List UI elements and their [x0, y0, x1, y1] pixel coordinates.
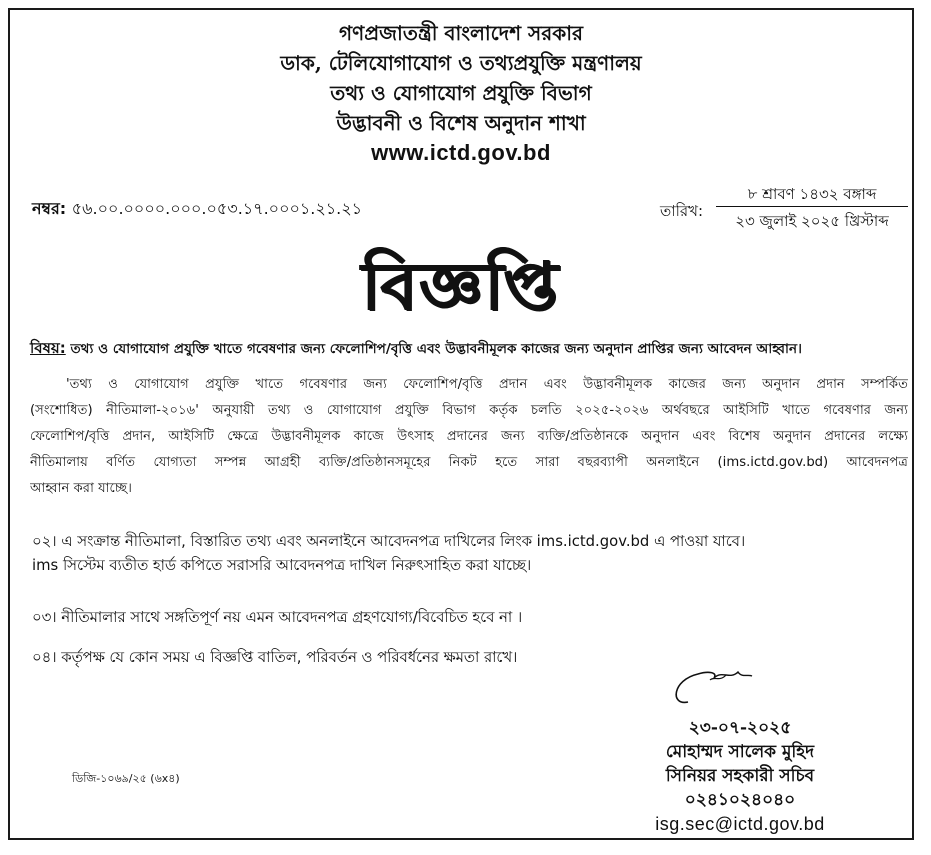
point-three: ০৩। নীতিমালার সাথে সঙ্গতিপূর্ণ নয় এমন আবেদনপত্র গ্রহণযোগ্য/বিবেচিত হবে না ।: [32, 609, 523, 626]
signatory-block: [570, 716, 910, 836]
memo-number: [32, 196, 362, 223]
body-paragraph: [30, 372, 908, 502]
memo-label: নম্বর:: [32, 199, 67, 218]
website-link[interactable]: www.ictd.gov.bd: [371, 140, 551, 165]
signatory-designation: সিনিয়র সহকারী সচিব: [665, 766, 815, 786]
branch-name: উদ্ভাবনী ও বিশেষ অনুদান শাখা: [336, 111, 586, 135]
body-line: 'তথ্য ও যোগাযোগ প্রযুক্তি খাতে গবেষণার জন্য ফেলোশিপ/বৃত্তি প্রদান এবং উদ্ভাবনীমূলক কাজের জন্য অনুদান প্রদান সম্পর্কিত: [66, 377, 908, 392]
government-title: গণপ্রজাতন্ত্রী বাংলাদেশ সরকার: [339, 21, 583, 45]
notice-title: বিজ্ঞপ্তি: [362, 247, 560, 325]
point-two: [32, 530, 908, 578]
body-line: নীতিমালায় বর্ণিত যোগ্যতা সম্পন্ন আগ্রহী ব্যক্তি/প্রতিষ্ঠানসমূহের নিকট হতে সারা বছরব্যাপী অনলাইনে (ims.ictd.gov.bd) আবেদনপত্র: [30, 455, 908, 470]
ad-code: ডিজি-১০৬৯/২৫ (৬x৪): [72, 772, 180, 785]
sign-date: ২৩-০৭-২০২৫: [688, 718, 792, 738]
signatory-name: মোহাম্মদ সালেক মুহিদ: [665, 742, 815, 762]
subject-text: তথ্য ও যোগাযোগ প্রযুক্তি খাতে গবেষণার জন্য ফেলোশিপ/বৃত্তি এবং উদ্ভাবনীমূলক কাজের জন্য অনুদান প্রাপ্তির জন্য আবেদন আহ্বান।: [70, 341, 802, 357]
body-line: আহ্বান করা যাচ্ছে।: [30, 481, 133, 496]
division-name: তথ্য ও যোগাযোগ প্রযুক্তি বিভাগ: [330, 81, 592, 105]
date-block: [716, 182, 908, 233]
subject-label: বিষয়:: [30, 339, 66, 357]
date-bangla: ৮ শ্রাবণ ১৪৩২ বঙ্গাব্দ: [716, 182, 908, 207]
memo-value: ৫৬.০০.০০০০.০০০.০৫৩.১৭.০০০১.২১.২১: [71, 199, 363, 218]
date-gregorian: ২৩ জুলাই ২০২৫ খ্রিস্টাব্দ: [735, 212, 889, 230]
body-line: (সংশোধিত) নীতিমালা-২০১৬' অনুযায়ী তথ্য ও যোগাযোগ প্রযুক্তি বিভাগ কর্তৃক চলতি ২০২৫-২০২৬ অর্থবছরে আইসিটি খাতে গবেষণার জন্য: [30, 403, 908, 418]
point-four: ০৪। কর্তৃপক্ষ যে কোন সময় এ বিজ্ঞপ্তি বাতিল, পরিবর্তন ও পরিবর্ধনের ক্ষমতা রাখে।: [32, 649, 518, 666]
subject-line: [30, 338, 910, 359]
signatory-email[interactable]: isg.sec@ictd.gov.bd: [655, 814, 825, 834]
date-label: তারিখ:: [660, 202, 704, 220]
notice-document: [8, 8, 914, 840]
point-two-line: ims সিস্টেম ব্যতীত হার্ড কপিতে সরাসরি আবেদনপত্র দাখিল নিরুৎসাহিত করা যাচ্ছে।: [32, 557, 532, 574]
ministry-name: ডাক, টেলিযোগাযোগ ও তথ্যপ্রযুক্তি মন্ত্রণালয়: [280, 51, 642, 75]
signatory-phone: ০২৪১০২৪০৪০: [684, 790, 796, 810]
body-line: ফেলোশিপ/বৃত্তি প্রদান, আইসিটি ক্ষেত্রে উদ্ভাবনীমূলক কাজে উৎসাহ প্রদানের জন্য ব্যক্তি/প্রতিষ্ঠানকে অনুদান এবং বিশেষ অনুদান প্রদানের লক্ষ্যে: [30, 429, 908, 444]
signature-image: [610, 660, 760, 710]
point-two-line: ০২। এ সংক্রান্ত নীতিমালা, বিস্তারিত তথ্য এবং অনলাইনে আবেদনপত্র দাখিলের লিংক ims.ictd.gov.bd এ পাওয়া যাবে।: [32, 533, 746, 550]
